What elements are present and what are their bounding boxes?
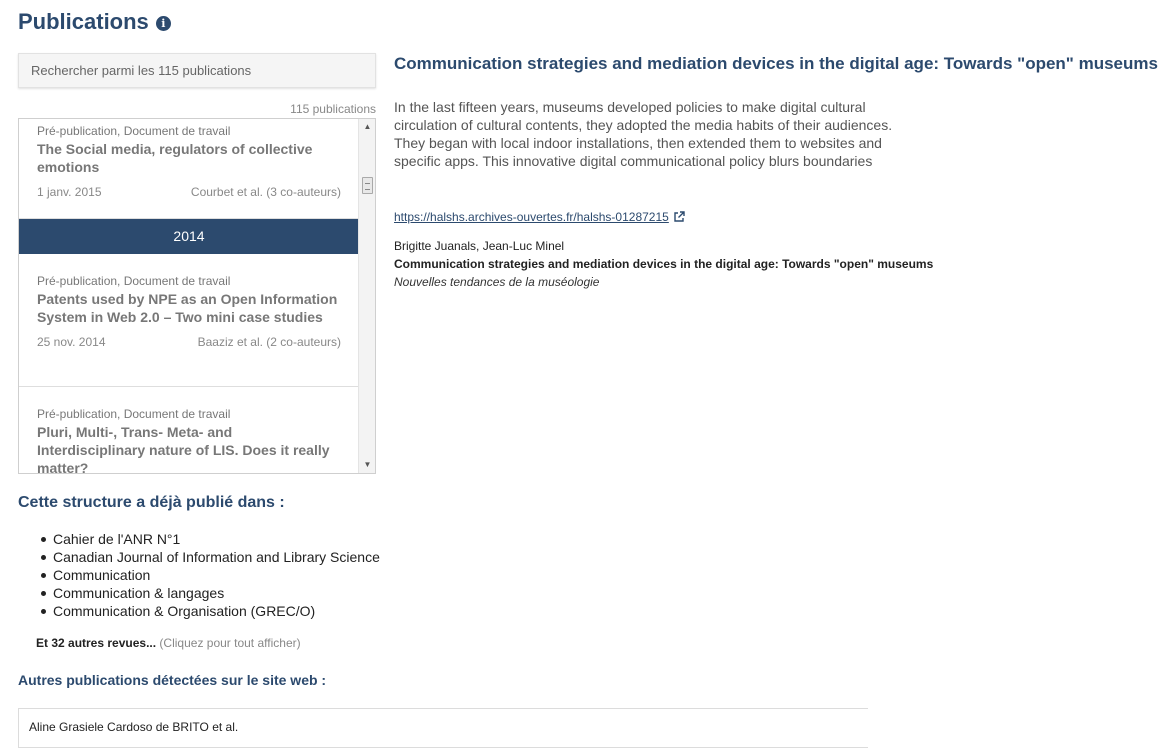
journal-list — [41, 530, 380, 620]
publication-date: 25 nov. 2014 — [37, 335, 106, 349]
more-journals[interactable] — [36, 636, 301, 650]
abstract-line: In the last fifteen years, museums developed policies to make digital cultural — [394, 99, 866, 115]
scroll-down-arrow-icon[interactable]: ▼ — [363, 460, 372, 469]
journal-item: Communication — [41, 566, 380, 584]
publication-type: Pré-publication, Document de travail — [37, 274, 231, 288]
journal-item: Communication & Organisation (GREC/O) — [41, 602, 380, 620]
publication-detail — [394, 54, 1158, 289]
publication-type: Pré-publication, Document de travail — [37, 124, 231, 138]
other-publications-heading: Autres publications détectées sur le site web : — [18, 672, 327, 688]
abstract-line: specific apps. This innovative digital communicational policy blurs boundaries — [394, 153, 873, 169]
more-journals-link[interactable]: Et 32 autres revues... — [36, 636, 157, 650]
page-title-text: Publications — [18, 9, 149, 34]
publication-title: The Social media, regulators of collective emotions — [37, 141, 313, 175]
publication-list[interactable] — [18, 118, 376, 474]
journal-item: Canadian Journal of Information and Library Science — [41, 548, 380, 566]
detail-link[interactable] — [394, 210, 685, 224]
scroll-up-arrow-icon[interactable]: ▲ — [363, 122, 372, 131]
publication-authors: Courbet et al. (3 co-auteurs) — [190, 185, 341, 199]
search-input[interactable] — [18, 53, 376, 88]
journals-heading: Cette structure a déjà publié dans : — [18, 494, 285, 511]
journal-item: Communication & langages — [41, 584, 380, 602]
publication-date: 1 janv. 2015 — [37, 185, 102, 199]
external-link-icon — [673, 211, 685, 223]
publication-authors: Baaziz et al. (2 co-auteurs) — [197, 335, 341, 349]
journal-item: Cahier de l'ANR N°1 — [41, 530, 380, 548]
detail-title: Communication strategies and mediation devices in the digital age: Towards "open" museums — [394, 54, 1158, 73]
list-item[interactable] — [19, 387, 359, 507]
detail-abstract — [394, 98, 893, 170]
publication-title: Patents used by NPE as an Open Information System in Web 2.0 – Two mini case studies — [37, 291, 338, 325]
info-circle-icon[interactable]: i — [156, 16, 171, 31]
abstract-line: circulation of cultural contents, they adopted the media habits of their audiences. — [394, 117, 893, 133]
publication-type: Pré-publication, Document de travail — [37, 407, 231, 421]
detail-venue: Nouvelles tendances de la muséologie — [394, 275, 600, 289]
year-separator: 2014 — [19, 219, 359, 254]
detail-authors: Brigitte Juanals, Jean-Luc Minel — [394, 239, 565, 253]
other-publications-box — [18, 708, 868, 748]
scroll-thumb[interactable] — [362, 177, 373, 194]
page-title — [18, 9, 171, 35]
publication-count: 115 publications — [290, 102, 376, 116]
detail-reference: Communication strategies and mediation devices in the digital age: Towards "open" museums — [394, 257, 934, 271]
list-item[interactable] — [19, 119, 359, 219]
list-item[interactable] — [19, 254, 359, 387]
abstract-line: They began with local indoor installations, then extended them to websites and — [394, 135, 882, 151]
other-publication-entry[interactable]: Aline Grasiele Cardoso de BRITO et al. — [29, 720, 239, 734]
more-journals-hint: (Cliquez pour tout afficher) — [159, 636, 301, 650]
publication-title: Pluri, Multi-, Trans- Meta- and Interdisciplinary nature of LIS. Does it really matter? — [37, 424, 330, 476]
list-scrollbar[interactable] — [358, 119, 375, 473]
detail-link-text: https://halshs.archives-ouvertes.fr/halshs-01287215 — [394, 210, 669, 224]
